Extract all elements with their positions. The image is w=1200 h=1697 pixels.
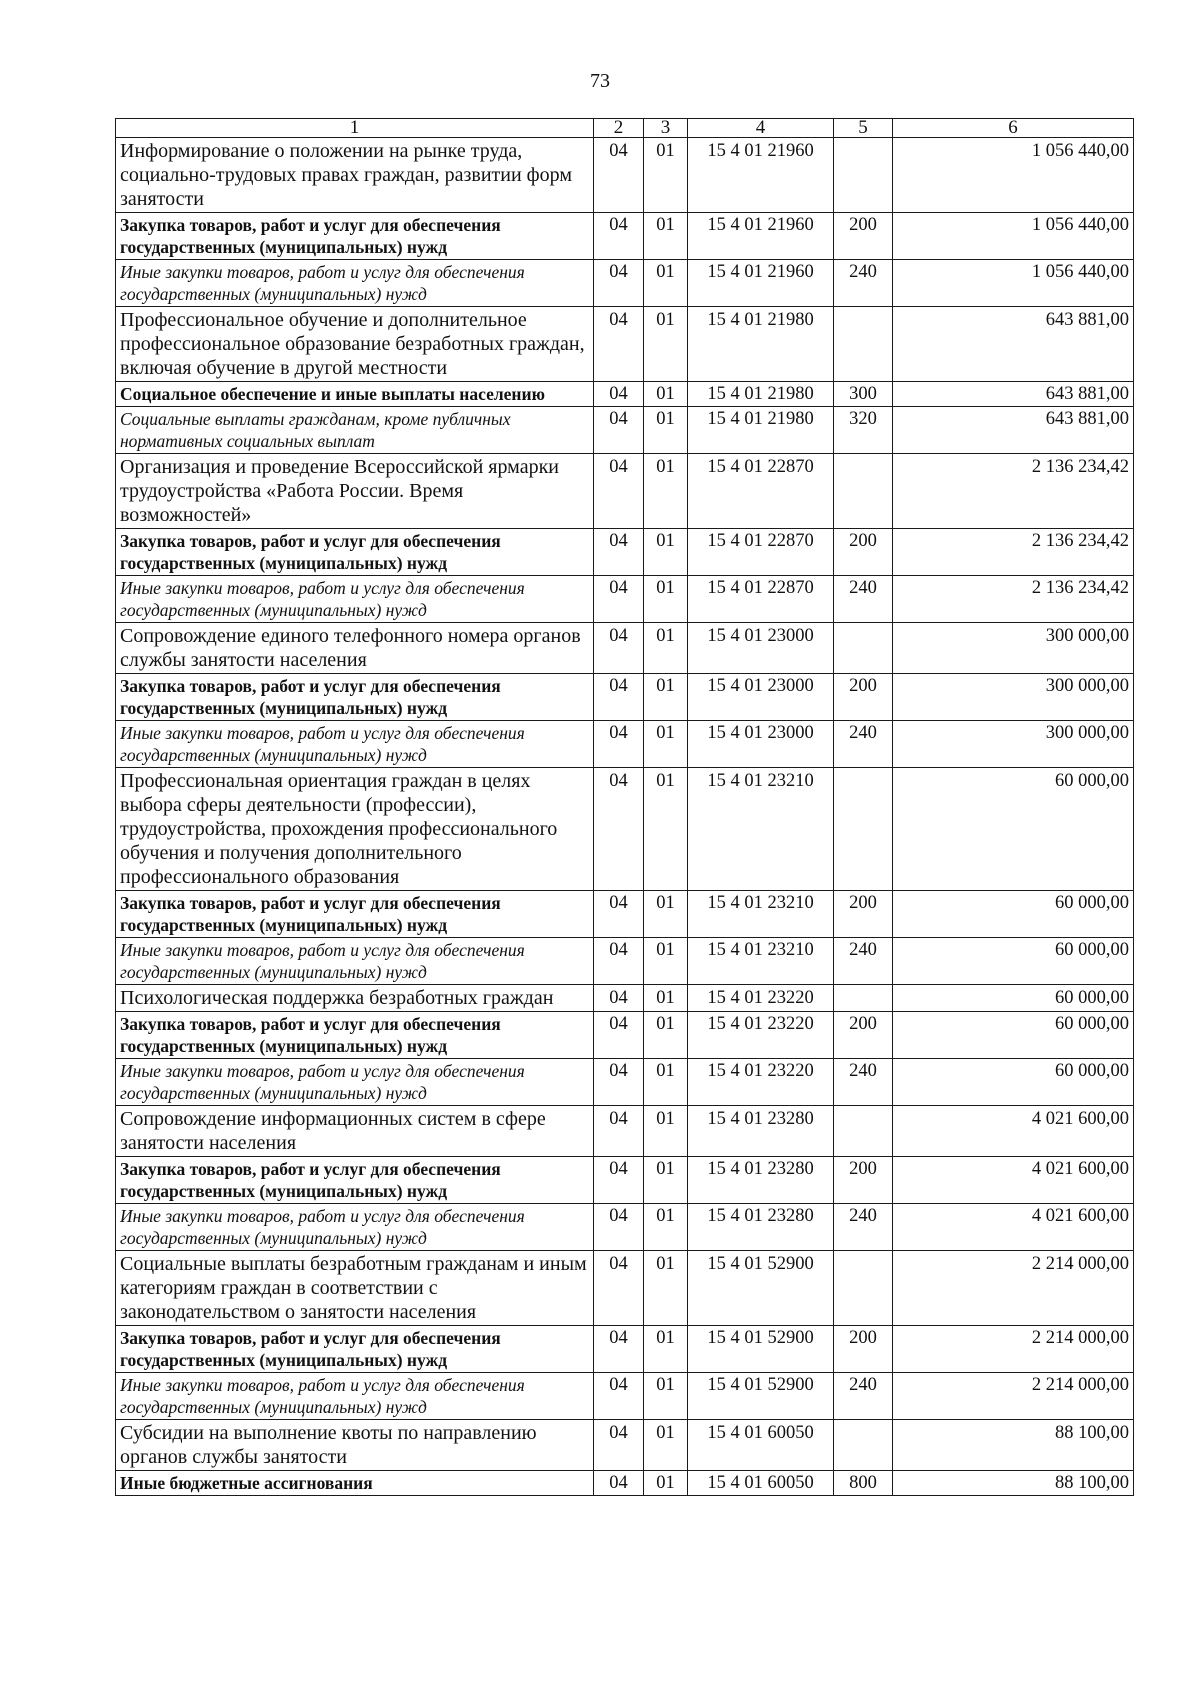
target-article-cell: 15 4 01 23280 [688,1204,834,1251]
target-article-cell: 15 4 01 22870 [688,576,834,623]
amount-cell: 4 021 600,00 [893,1204,1134,1251]
section-code-cell: 04 [594,213,644,260]
expense-type-cell: 200 [834,213,893,260]
subsection-code-cell: 01 [644,1471,688,1496]
expense-type-cell [834,138,893,213]
row-name-cell: Закупка товаров, работ и услуг для обеспечения государственных (муниципальных) нужд [116,1012,594,1059]
expense-type-cell: 300 [834,382,893,407]
target-article-cell: 15 4 01 21980 [688,307,834,382]
subsection-code-cell: 01 [644,307,688,382]
column-header: 4 [688,119,834,138]
subsection-code-cell: 01 [644,407,688,454]
table-row [116,1157,1134,1204]
table-row [116,1326,1134,1373]
amount-cell: 60 000,00 [893,768,1134,891]
budget-table [115,118,1134,1496]
subsection-code-cell: 01 [644,213,688,260]
target-article-cell: 15 4 01 21980 [688,382,834,407]
row-name-cell: Информирование о положении на рынке труда, социально-трудовых правах граждан, развитии форм занятости [116,138,594,213]
section-code-cell: 04 [594,1251,644,1326]
amount-cell: 1 056 440,00 [893,260,1134,307]
expense-type-cell [834,985,893,1012]
target-article-cell: 15 4 01 52900 [688,1373,834,1420]
table-row [116,1373,1134,1420]
amount-cell: 643 881,00 [893,382,1134,407]
section-code-cell: 04 [594,1012,644,1059]
amount-cell: 2 214 000,00 [893,1251,1134,1326]
row-name-cell: Закупка товаров, работ и услуг для обеспечения государственных (муниципальных) нужд [116,1157,594,1204]
subsection-code-cell: 01 [644,1251,688,1326]
expense-type-cell [834,768,893,891]
table-row [116,938,1134,985]
target-article-cell: 15 4 01 60050 [688,1420,834,1471]
table-row [116,307,1134,382]
row-name-cell: Социальные выплаты безработным гражданам и иным категориям граждан в соответствии с законодательством о занятости населения [116,1251,594,1326]
row-name-cell: Иные закупки товаров, работ и услуг для обеспечения государственных (муниципальных) нужд [116,576,594,623]
amount-cell: 2 136 234,42 [893,454,1134,529]
table-row [116,407,1134,454]
subsection-code-cell: 01 [644,674,688,721]
row-name-cell: Социальное обеспечение и иные выплаты населению [116,382,594,407]
expense-type-cell: 240 [834,1373,893,1420]
section-code-cell: 04 [594,768,644,891]
column-header: 2 [594,119,644,138]
row-name-cell: Профессиональная ориентация граждан в целях выбора сферы деятельности (профессии), трудоустройства, прохождения профессионального обучения и получения дополнительного профессионального образования [116,768,594,891]
table-row [116,1012,1134,1059]
target-article-cell: 15 4 01 23210 [688,768,834,891]
target-article-cell: 15 4 01 21960 [688,213,834,260]
table-body [116,138,1134,1496]
target-article-cell: 15 4 01 23280 [688,1106,834,1157]
section-code-cell: 04 [594,1059,644,1106]
target-article-cell: 15 4 01 60050 [688,1471,834,1496]
expense-type-cell [834,1106,893,1157]
table-row [116,1059,1134,1106]
subsection-code-cell: 01 [644,1420,688,1471]
section-code-cell: 04 [594,454,644,529]
amount-cell: 2 214 000,00 [893,1326,1134,1373]
row-name-cell: Иные закупки товаров, работ и услуг для обеспечения государственных (муниципальных) нужд [116,260,594,307]
section-code-cell: 04 [594,1326,644,1373]
section-code-cell: 04 [594,1204,644,1251]
amount-cell: 60 000,00 [893,891,1134,938]
subsection-code-cell: 01 [644,454,688,529]
expense-type-cell [834,1420,893,1471]
amount-cell: 60 000,00 [893,938,1134,985]
expense-type-cell: 240 [834,260,893,307]
expense-type-cell: 200 [834,529,893,576]
subsection-code-cell: 01 [644,891,688,938]
subsection-code-cell: 01 [644,138,688,213]
subsection-code-cell: 01 [644,1059,688,1106]
target-article-cell: 15 4 01 21980 [688,407,834,454]
subsection-code-cell: 01 [644,529,688,576]
row-name-cell: Закупка товаров, работ и услуг для обеспечения государственных (муниципальных) нужд [116,891,594,938]
row-name-cell: Закупка товаров, работ и услуг для обеспечения государственных (муниципальных) нужд [116,674,594,721]
expense-type-cell: 240 [834,721,893,768]
section-code-cell: 04 [594,529,644,576]
target-article-cell: 15 4 01 52900 [688,1251,834,1326]
column-header: 5 [834,119,893,138]
subsection-code-cell: 01 [644,1012,688,1059]
amount-cell: 60 000,00 [893,985,1134,1012]
amount-cell: 643 881,00 [893,307,1134,382]
table-row [116,721,1134,768]
section-code-cell: 04 [594,938,644,985]
expense-type-cell: 320 [834,407,893,454]
section-code-cell: 04 [594,721,644,768]
section-code-cell: 04 [594,1157,644,1204]
amount-cell: 300 000,00 [893,623,1134,674]
section-code-cell: 04 [594,407,644,454]
subsection-code-cell: 01 [644,985,688,1012]
section-code-cell: 04 [594,985,644,1012]
row-name-cell: Закупка товаров, работ и услуг для обеспечения государственных (муниципальных) нужд [116,529,594,576]
table-row [116,213,1134,260]
subsection-code-cell: 01 [644,260,688,307]
expense-type-cell [834,623,893,674]
table-header-row [116,119,1134,138]
table-row [116,623,1134,674]
subsection-code-cell: 01 [644,382,688,407]
amount-cell: 2 136 234,42 [893,576,1134,623]
target-article-cell: 15 4 01 23000 [688,674,834,721]
table-row [116,138,1134,213]
table-row [116,260,1134,307]
table-row [116,1420,1134,1471]
table-row [116,1471,1134,1496]
section-code-cell: 04 [594,307,644,382]
row-name-cell: Иные закупки товаров, работ и услуг для обеспечения государственных (муниципальных) нужд [116,1204,594,1251]
subsection-code-cell: 01 [644,1373,688,1420]
section-code-cell: 04 [594,1373,644,1420]
section-code-cell: 04 [594,138,644,213]
expense-type-cell [834,1251,893,1326]
subsection-code-cell: 01 [644,576,688,623]
row-name-cell: Закупка товаров, работ и услуг для обеспечения государственных (муниципальных) нужд [116,213,594,260]
row-name-cell: Иные закупки товаров, работ и услуг для обеспечения государственных (муниципальных) нужд [116,1373,594,1420]
table-row [116,1251,1134,1326]
table-row [116,382,1134,407]
table-row [116,891,1134,938]
table-row [116,1106,1134,1157]
row-name-cell: Организация и проведение Всероссийской ярмарки трудоустройства «Работа России. Время возможностей» [116,454,594,529]
amount-cell: 300 000,00 [893,721,1134,768]
expense-type-cell: 200 [834,1326,893,1373]
expense-type-cell: 240 [834,938,893,985]
section-code-cell: 04 [594,576,644,623]
amount-cell: 2 214 000,00 [893,1373,1134,1420]
column-header: 3 [644,119,688,138]
amount-cell: 643 881,00 [893,407,1134,454]
subsection-code-cell: 01 [644,1106,688,1157]
page-number: 73 [590,70,610,92]
section-code-cell: 04 [594,674,644,721]
amount-cell: 60 000,00 [893,1059,1134,1106]
expense-type-cell: 200 [834,891,893,938]
subsection-code-cell: 01 [644,1326,688,1373]
row-name-cell: Сопровождение единого телефонного номера органов службы занятости населения [116,623,594,674]
row-name-cell: Иные закупки товаров, работ и услуг для обеспечения государственных (муниципальных) нужд [116,721,594,768]
amount-cell: 300 000,00 [893,674,1134,721]
section-code-cell: 04 [594,623,644,674]
row-name-cell: Иные закупки товаров, работ и услуг для обеспечения государственных (муниципальных) нужд [116,938,594,985]
section-code-cell: 04 [594,1471,644,1496]
amount-cell: 1 056 440,00 [893,138,1134,213]
row-name-cell: Субсидии на выполнение квоты по направлению органов службы занятости [116,1420,594,1471]
row-name-cell: Социальные выплаты гражданам, кроме публичных нормативных социальных выплат [116,407,594,454]
amount-cell: 4 021 600,00 [893,1157,1134,1204]
target-article-cell: 15 4 01 23000 [688,721,834,768]
column-header: 6 [893,119,1134,138]
row-name-cell: Профессиональное обучение и дополнительное профессиональное образование безработных граждан, включая обучение в другой местности [116,307,594,382]
target-article-cell: 15 4 01 22870 [688,454,834,529]
target-article-cell: 15 4 01 22870 [688,529,834,576]
amount-cell: 1 056 440,00 [893,213,1134,260]
expense-type-cell: 240 [834,1204,893,1251]
expense-type-cell: 200 [834,674,893,721]
amount-cell: 60 000,00 [893,1012,1134,1059]
target-article-cell: 15 4 01 21960 [688,138,834,213]
table-row [116,454,1134,529]
section-code-cell: 04 [594,1106,644,1157]
section-code-cell: 04 [594,891,644,938]
row-name-cell: Сопровождение информационных систем в сфере занятости населения [116,1106,594,1157]
amount-cell: 88 100,00 [893,1420,1134,1471]
target-article-cell: 15 4 01 23220 [688,1012,834,1059]
table-row [116,768,1134,891]
table-row [116,1204,1134,1251]
subsection-code-cell: 01 [644,623,688,674]
expense-type-cell [834,454,893,529]
target-article-cell: 15 4 01 23210 [688,891,834,938]
expense-type-cell [834,307,893,382]
row-name-cell: Иные бюджетные ассигнования [116,1471,594,1496]
column-header: 1 [116,119,594,138]
target-article-cell: 15 4 01 23220 [688,985,834,1012]
target-article-cell: 15 4 01 21960 [688,260,834,307]
expense-type-cell: 200 [834,1012,893,1059]
subsection-code-cell: 01 [644,1157,688,1204]
amount-cell: 2 136 234,42 [893,529,1134,576]
subsection-code-cell: 01 [644,721,688,768]
amount-cell: 4 021 600,00 [893,1106,1134,1157]
target-article-cell: 15 4 01 23280 [688,1157,834,1204]
subsection-code-cell: 01 [644,1204,688,1251]
expense-type-cell: 800 [834,1471,893,1496]
subsection-code-cell: 01 [644,938,688,985]
subsection-code-cell: 01 [644,768,688,891]
target-article-cell: 15 4 01 23220 [688,1059,834,1106]
amount-cell: 88 100,00 [893,1471,1134,1496]
table-row [116,576,1134,623]
row-name-cell: Закупка товаров, работ и услуг для обеспечения государственных (муниципальных) нужд [116,1326,594,1373]
section-code-cell: 04 [594,1420,644,1471]
table-row [116,985,1134,1012]
table-row [116,529,1134,576]
expense-type-cell: 240 [834,1059,893,1106]
expense-type-cell: 240 [834,576,893,623]
target-article-cell: 15 4 01 23000 [688,623,834,674]
section-code-cell: 04 [594,260,644,307]
target-article-cell: 15 4 01 23210 [688,938,834,985]
target-article-cell: 15 4 01 52900 [688,1326,834,1373]
table-row [116,674,1134,721]
row-name-cell: Психологическая поддержка безработных граждан [116,985,594,1012]
row-name-cell: Иные закупки товаров, работ и услуг для обеспечения государственных (муниципальных) нужд [116,1059,594,1106]
section-code-cell: 04 [594,382,644,407]
expense-type-cell: 200 [834,1157,893,1204]
